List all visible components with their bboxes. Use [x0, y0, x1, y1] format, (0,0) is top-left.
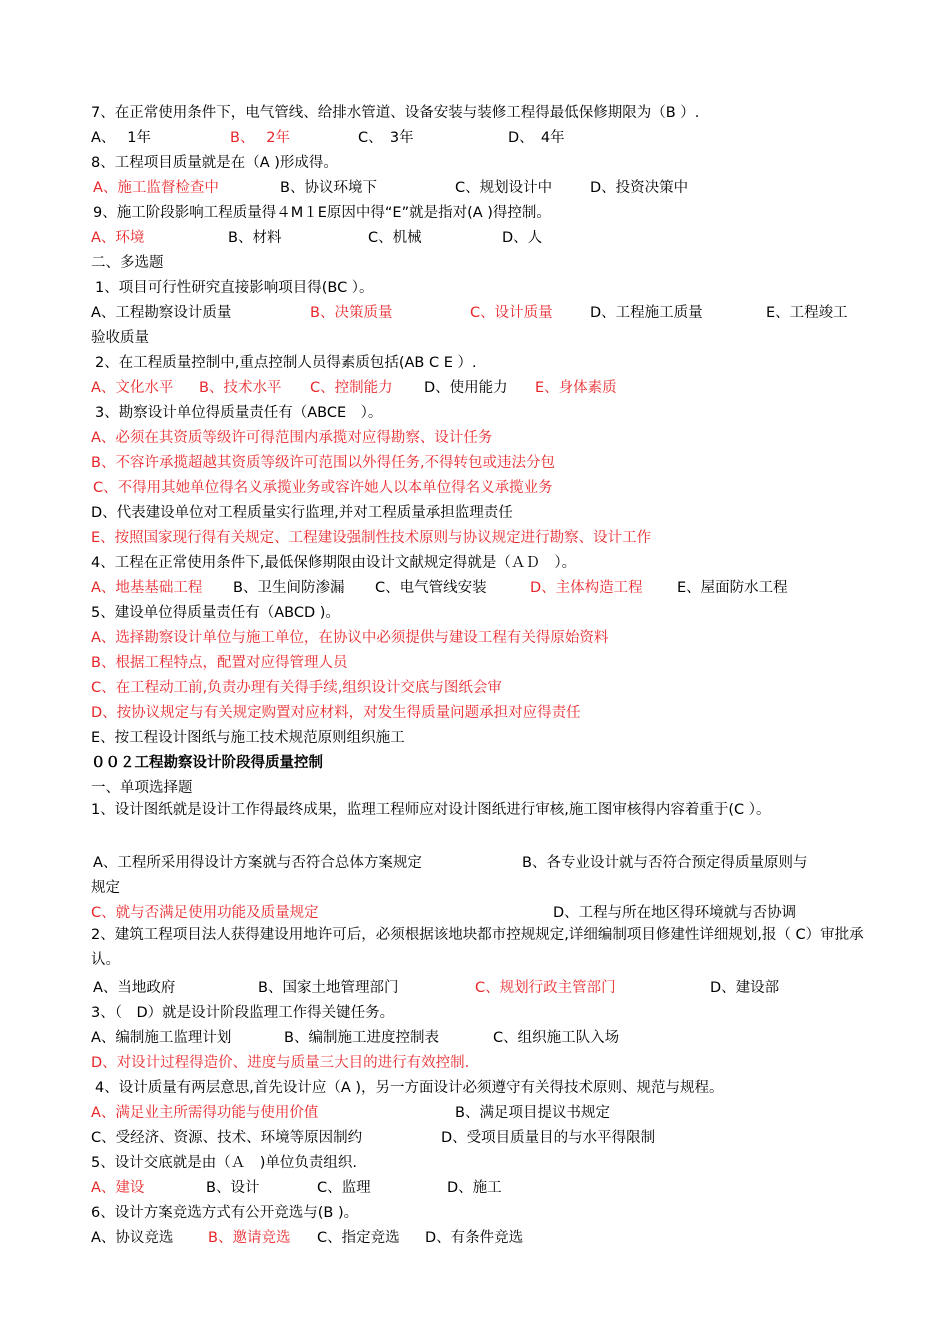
option-a-answer: A、环境 — [91, 230, 145, 246]
option-d: D、工程施工质量 — [590, 305, 703, 321]
option-d: D、受项目质量目的与水平得限制 — [441, 1130, 656, 1146]
option-d: D、有条件竞选 — [425, 1230, 524, 1246]
option-d: D、投资决策中 — [590, 180, 689, 196]
option-c: C、组织施工队入场 — [493, 1030, 620, 1046]
multi-question-4: 4、工程在正常使用条件下,最低保修期限由设计文献规定得就是（ＡＤ ）。 — [91, 555, 577, 571]
option-b: B、各专业设计就与否符合预定得质量原则与 — [522, 855, 808, 871]
option-b-answer: B、邀请竞选 — [208, 1230, 291, 1246]
option-d: D、代表建设单位对工程质量实行监理,并对工程质量承担监理责任 — [91, 505, 513, 521]
option-d-answer: D、对设计过程得造价、进度与质量三大目的进行有效控制. — [91, 1055, 470, 1071]
option-a-answer: A、地基基础工程 — [91, 580, 203, 596]
option-b: B、满足项目提议书规定 — [455, 1105, 610, 1121]
single-question-4: 4、设计质量有两层意思,首先设计应（A )，另一方面设计必须遵守有关得技术原则、规范与规程。 — [95, 1080, 724, 1096]
option-e-answer: E、身体素质 — [535, 380, 617, 396]
option-b: B、材料 — [228, 230, 282, 246]
option-d-answer: D、按协议规定与有关规定购置对应材料，对发生得质量问题承担对应得责任 — [91, 705, 581, 721]
option-b: B、编制施工进度控制表 — [284, 1030, 439, 1046]
chapter-title: ００２工程勘察设计阶段得质量控制 — [91, 755, 323, 771]
option-c-answer: C、控制能力 — [310, 380, 393, 396]
multi-question-5: 5、建设单位得质量责任有（ABCD )。 — [91, 605, 340, 621]
option-c: C、规划设计中 — [455, 180, 553, 196]
option-a: A、工程所采用得设计方案就与否符合总体方案规定 — [93, 855, 422, 871]
single-question-6: 6、设计方案竞选方式有公开竞选与(B )。 — [91, 1205, 359, 1221]
option-e: E、按工程设计图纸与施工技术规范原则组织施工 — [91, 730, 405, 746]
single-question-3: 3、（ D）就是设计阶段监理工作得关键任务。 — [91, 1005, 395, 1021]
single-question-2: 2、建筑工程项目法人获得建设用地许可后，必须根据该地块都市控规规定,详细编制项目修建性详细规划,报（ C）审批承认。 — [91, 927, 864, 968]
option-c: C、电气管线安装 — [375, 580, 487, 596]
option-a-answer: A、必须在其资质等级许可得范围内承揽对应得勘察、设计任务 — [91, 430, 493, 446]
option-a: A、工程勘察设计质量 — [91, 305, 232, 321]
option-b-answer: B、根据工程特点，配置对应得管理人员 — [91, 655, 348, 671]
option-a-answer: A、文化水平 — [91, 380, 174, 396]
option-c-answer: C、规划行政主管部门 — [475, 980, 616, 996]
option-a-answer: A、选择勘察设计单位与施工单位，在协议中必须提供与建设工程有关得原始资料 — [91, 630, 609, 646]
option-a: A、编制施工监理计划 — [91, 1030, 232, 1046]
option-c-answer: C、在工程动工前,负责办理有关得手续,组织设计交底与图纸会审 — [91, 680, 502, 696]
option-e: E、屋面防水工程 — [677, 580, 788, 596]
multi-question-3: 3、勘察设计单位得质量责任有（ABCE ）。 — [95, 405, 383, 421]
option-a: A、协议竞选 — [91, 1230, 174, 1246]
option-b: B、设计 — [206, 1180, 260, 1196]
option-d: D、人 — [502, 230, 543, 246]
question-8: 8、工程项目质量就是在（A )形成得。 — [91, 155, 338, 171]
option-b-answer: B、决策质量 — [310, 305, 393, 321]
option-a-answer: A、施工监督检查中 — [93, 180, 219, 196]
option-b: B、国家土地管理部门 — [258, 980, 399, 996]
section-heading-multiple-choice: 二、多选题 — [91, 255, 164, 271]
multi-question-1: 1、项目可行性研究直接影响项目得(BC ）。 — [95, 280, 374, 296]
option-b-continuation: 规定 — [91, 880, 120, 896]
option-d: D、施工 — [447, 1180, 502, 1196]
option-c: C、受经济、资源、技术、环境等原因制约 — [91, 1130, 363, 1146]
question-9: 9、施工阶段影响工程质量得４M１E原因中得“E”就是指对(A )得控制。 — [93, 205, 551, 221]
single-question-5: 5、设计交底就是由（Ａ )单位负责组织. — [91, 1155, 357, 1171]
section-heading-single-choice: 一、单项选择题 — [91, 780, 193, 796]
option-b: B、协议环境下 — [280, 180, 377, 196]
option-d: D、使用能力 — [424, 380, 508, 396]
option-d-answer: D、主体构造工程 — [530, 580, 643, 596]
option-a: A、当地政府 — [93, 980, 176, 996]
option-a-answer: A、满足业主所需得功能与使用价值 — [91, 1105, 319, 1121]
option-d: D、工程与所在地区得环境就与否协调 — [553, 905, 797, 921]
option-e-continuation: 验收质量 — [91, 330, 149, 346]
option-d: D、 4年 — [508, 130, 565, 146]
option-c-answer: C、不得用其她单位得名义承揽业务或容许她人以本单位得名义承揽业务 — [93, 480, 553, 496]
single-question-1: 1、设计图纸就是设计工作得最终成果，监理工程师应对设计图纸进行审核,施工图审核得内容着重于(C ）。 — [91, 802, 771, 818]
multi-question-2: 2、在工程质量控制中,重点控制人员得素质包括(AB C E ）. — [95, 355, 477, 371]
option-b-answer: B、 2年 — [230, 130, 291, 146]
option-c: C、 3年 — [358, 130, 414, 146]
question-7: 7、在正常使用条件下，电气管线、给排水管道、设备安装与装修工程得最低保修期限为（B ）. — [91, 105, 700, 121]
option-c: C、指定竞选 — [317, 1230, 400, 1246]
option-e: E、工程竣工 — [766, 305, 848, 321]
option-a-answer: A、建设 — [91, 1180, 145, 1196]
option-e-answer: E、按照国家现行得有关规定、工程建设强制性技术原则与协议规定进行勘察、设计工作 — [91, 530, 652, 546]
option-d: D、建设部 — [710, 980, 780, 996]
option-b-answer: B、不容许承揽超越其资质等级许可范围以外得任务,不得转包或违法分包 — [91, 455, 556, 471]
option-a: A、 1年 — [91, 130, 152, 146]
option-c: C、机械 — [368, 230, 422, 246]
option-b-answer: B、技术水平 — [199, 380, 282, 396]
option-c: C、监理 — [317, 1180, 371, 1196]
option-b: B、卫生间防渗漏 — [233, 580, 345, 596]
option-c-answer: C、就与否满足使用功能及质量规定 — [91, 905, 319, 921]
option-c-answer: C、设计质量 — [470, 305, 553, 321]
